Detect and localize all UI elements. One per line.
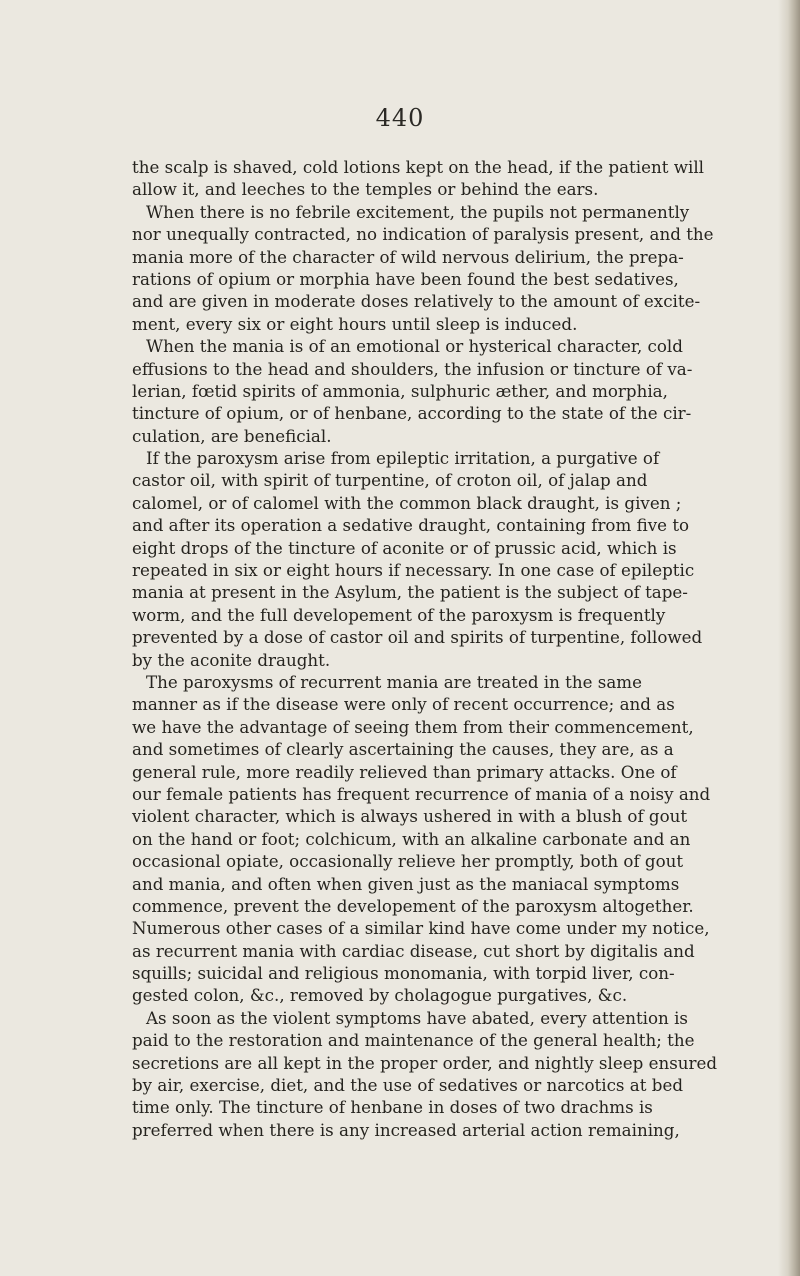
text-line: eight drops of the tincture of aconite or of prussic acid, which is xyxy=(132,538,677,558)
text-line: occasional opiate, occasionally relieve her promptly, both of gout xyxy=(132,852,684,872)
text-line: When there is no febrile excitement, the pupils not permanently xyxy=(146,202,690,222)
text-line: gested colon, &c., removed by cholagogue purgatives, &c. xyxy=(132,986,628,1006)
page-number: 440 xyxy=(375,104,425,132)
text-line: calomel, or of calomel with the common black draught, is given ; xyxy=(132,493,682,513)
text-line: lerian, fœtid spirits of ammonia, sulphuric æther, and morphia, xyxy=(132,381,668,401)
text-line: and are given in moderate doses relatively to the amount of excite- xyxy=(132,292,701,312)
text-line: violent character, which is always ushered in with a blush of gout xyxy=(132,807,688,827)
text-line: tincture of opium, or of henbane, according to the state of the cir- xyxy=(132,404,692,424)
text-line: nor unequally contracted, no indication of paralysis present, and the xyxy=(132,225,714,245)
text-line: ment, every six or eight hours until sleep is induced. xyxy=(132,314,578,334)
page-edge-shadow xyxy=(778,0,800,1276)
text-line: and after its operation a sedative draught, containing from five to xyxy=(132,516,690,536)
text-line: When the mania is of an emotional or hysterical character, cold xyxy=(146,337,683,357)
text-line: As soon as the violent symptoms have abated, every attention is xyxy=(146,1008,688,1028)
text-line: general rule, more readily relieved than primary attacks. One of xyxy=(132,762,677,782)
text-line: commence, prevent the developement of the paroxysm altogether. xyxy=(132,896,694,916)
text-line: and sometimes of clearly ascertaining the causes, they are, as a xyxy=(132,740,674,760)
text-line: our female patients has frequent recurrence of mania of a noisy and xyxy=(132,784,711,804)
text-line: the scalp is shaved, cold lotions kept on the head, if the patient will xyxy=(132,158,705,177)
text-line: manner as if the disease were only of recent occurrence; and as xyxy=(132,695,675,715)
text-line: If the paroxysm arise from epileptic irritation, a purgative of xyxy=(146,449,660,469)
text-line: on the hand or foot; colchicum, with an alkaline carbonate and an xyxy=(132,829,691,849)
text-line: rations of opium or morphia have been found the best sedatives, xyxy=(132,269,679,289)
text-line: we have the advantage of seeing them from their commencement, xyxy=(132,717,694,737)
text-line: by air, exercise, diet, and the use of sedatives or narcotics at bed xyxy=(132,1076,684,1096)
text-line: and mania, and often when given just as the maniacal symptoms xyxy=(132,874,680,894)
text-line: mania at present in the Asylum, the patient is the subject of tape- xyxy=(132,583,688,603)
text-line: preferred when there is any increased arterial action remaining, xyxy=(132,1120,680,1140)
text-line: paid to the restoration and maintenance of the general health; the xyxy=(132,1031,695,1051)
text-line: castor oil, with spirit of turpentine, of croton oil, of jalap and xyxy=(132,471,648,491)
text-line: squills; suicidal and religious monomania, with torpid liver, con- xyxy=(132,964,675,984)
text-line: secretions are all kept in the proper order, and nightly sleep ensured xyxy=(132,1053,718,1073)
text-line: repeated in six or eight hours if necessary. In one case of epileptic xyxy=(132,561,695,581)
text-line: by the aconite draught. xyxy=(132,650,331,670)
text-line: mania more of the character of wild nervous delirium, the prepa- xyxy=(132,247,684,267)
text-line: effusions to the head and shoulders, the infusion or tincture of va- xyxy=(132,359,693,379)
text-line: prevented by a dose of castor oil and spirits of turpentine, followed xyxy=(132,628,703,648)
text-line: as recurrent mania with cardiac disease, cut short by digitalis and xyxy=(132,941,695,961)
text-line: time only. The tincture of henbane in doses of two drachms is xyxy=(132,1098,653,1118)
body-text xyxy=(132,157,792,1142)
text-line: The paroxysms of recurrent mania are treated in the same xyxy=(146,672,642,692)
text-line: culation, are beneficial. xyxy=(132,426,332,446)
text-line: worm, and the full developement of the paroxysm is frequently xyxy=(132,605,666,625)
text-line: Numerous other cases of a similar kind have come under my notice, xyxy=(132,919,710,939)
text-line: allow it, and leeches to the temples or behind the ears. xyxy=(132,180,599,200)
